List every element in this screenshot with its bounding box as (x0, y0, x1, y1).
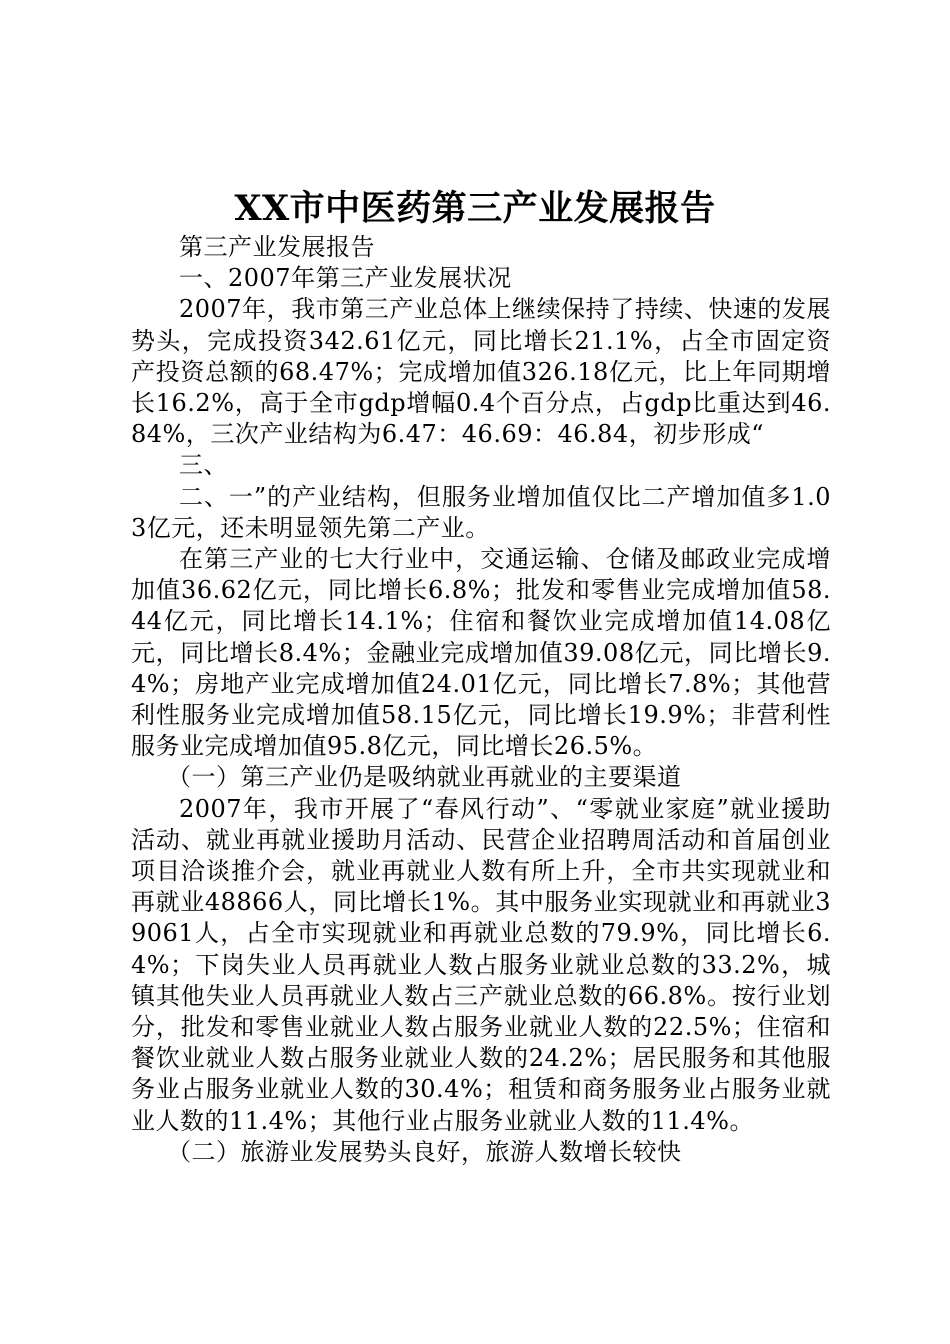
document-body (131, 232, 831, 1168)
paragraph-industries: 在第三产业的七大行业中，交通运输、仓储及邮政业完成增加值36.62亿元，同比增长6.8%；批发和零售业完成增加值58.44亿元，同比增长14.1%；住宿和餐饮业完成增加值14.08亿元，同比增长8.4%；金融业完成增加值39.08亿元，同比增长9.4%；房地产业完成增加值24.01亿元，同比增长7.8%；其他营利性服务业完成增加值58.15亿元，同比增长19.9%；非营利性服务业完成增加值95.8亿元，同比增长26.5%。 (131, 545, 831, 761)
section-heading: 一、2007年第三产业发展状况 (179, 264, 512, 293)
subsection-heading-employment: （一）第三产业仍是吸纳就业再就业的主要渠道 (167, 763, 682, 792)
report-subtitle: 第三产业发展报告 (179, 233, 375, 261)
paragraph-employment: 2007年，我市开展了“春风行动”、“零就业家庭”就业援助活动、就业再就业援助月活动、民营企业招聘周活动和首届创业项目洽谈推介会，就业再就业人数有所上升，全市共实现就业和再就业48866人，同比增长1%。其中服务业实现就业和再就业39061人，占全市实现就业和再就业总数的79.9%，同比增长6.4%；下岗失业人员再就业人数占服务业就业总数的33.2%，城镇其他失业人员再就业人数占三产就业总数的66.8%。按行业划分，批发和零售业就业人数占服务业就业人数的22.5%；住宿和餐饮业就业人数占服务业就业人数的24.2%；居民服务和其他服务业占服务业就业人数的30.4%；租赁和商务服务业占服务业就业人数的11.4%；其他行业占服务业就业人数的11.4%。 (131, 794, 831, 1135)
document-title: XX市中医药第三产业发展报告 (234, 188, 716, 229)
paragraph-fragment: 三、 (179, 451, 228, 480)
paragraph-overview: 2007年，我市第三产业总体上继续保持了持续、快速的发展势头，完成投资342.61亿元，同比增长21.1%，占全市固定资产投资总额的68.47%；完成增加值326.18亿元，比上年同期增长16.2%，高于全市gdp增幅0.4个百分点，占gdp比重达到46.84%，三次产业结构为6.47：46.69：46.84，初步形成“ (131, 295, 831, 449)
subsection-heading-tourism: （二）旅游业发展势头良好，旅游人数增长较快 (167, 1137, 682, 1166)
paragraph-structure: 二、一”的产业结构，但服务业增加值仅比二产增加值多1.03亿元，还未明显领先第二产业。 (131, 482, 831, 542)
